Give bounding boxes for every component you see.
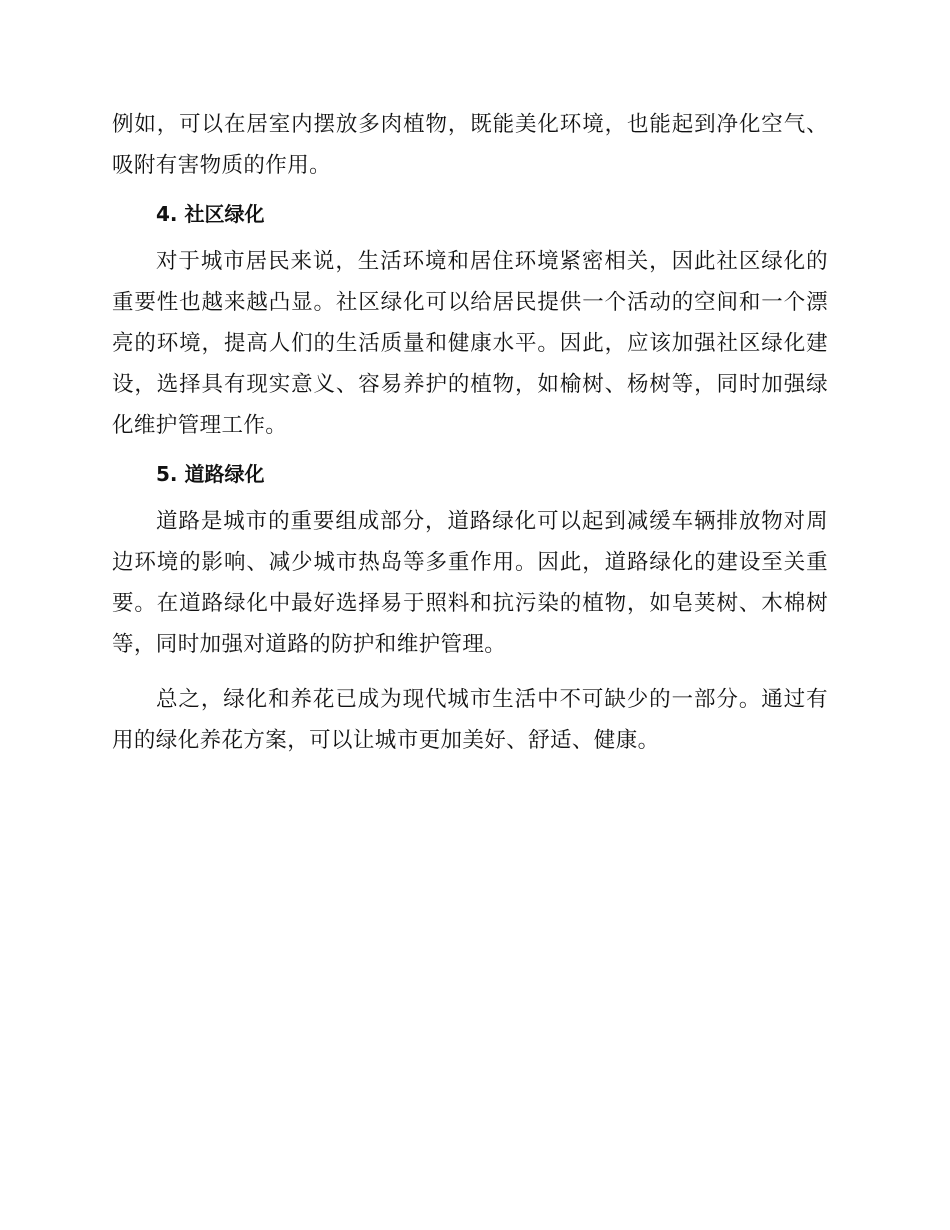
paragraph-road-greening: 道路是城市的重要组成部分，道路绿化可以起到减缓车辆排放物对周边环境的影响、减少城市热岛等多重作用。因此，道路绿化的建设至关重要。在道路绿化中最好选择易于照料和抗污染的植物，如皂荚树、木棉树等，同时加强对道路的防护和维护管理。: [112, 509, 828, 657]
paragraph-spacer: [112, 665, 828, 679]
section-heading-community-greening: 4. 社区绿化: [156, 202, 265, 226]
section-heading-road-greening: 5. 道路绿化: [156, 462, 265, 486]
paragraph-continuation: 例如，可以在居室内摆放多肉植物，既能美化环境，也能起到净化空气、吸附有害物质的作用。: [112, 112, 828, 178]
paragraph-conclusion: 总之，绿化和养花已成为现代城市生活中不可缺少的一部分。通过有用的绿化养花方案，可以让城市更加美好、舒适、健康。: [112, 687, 828, 753]
document-body: [112, 104, 828, 761]
paragraph-community-greening: 对于城市居民来说，生活环境和居住环境紧密相关，因此社区绿化的重要性也越来越凸显。社区绿化可以给居民提供一个活动的空间和一个漂亮的环境，提高人们的生活质量和健康水平。因此，应该加强社区绿化建设，选择具有现实意义、容易养护的植物，如榆树、杨树等，同时加强绿化维护管理工作。: [112, 249, 828, 438]
